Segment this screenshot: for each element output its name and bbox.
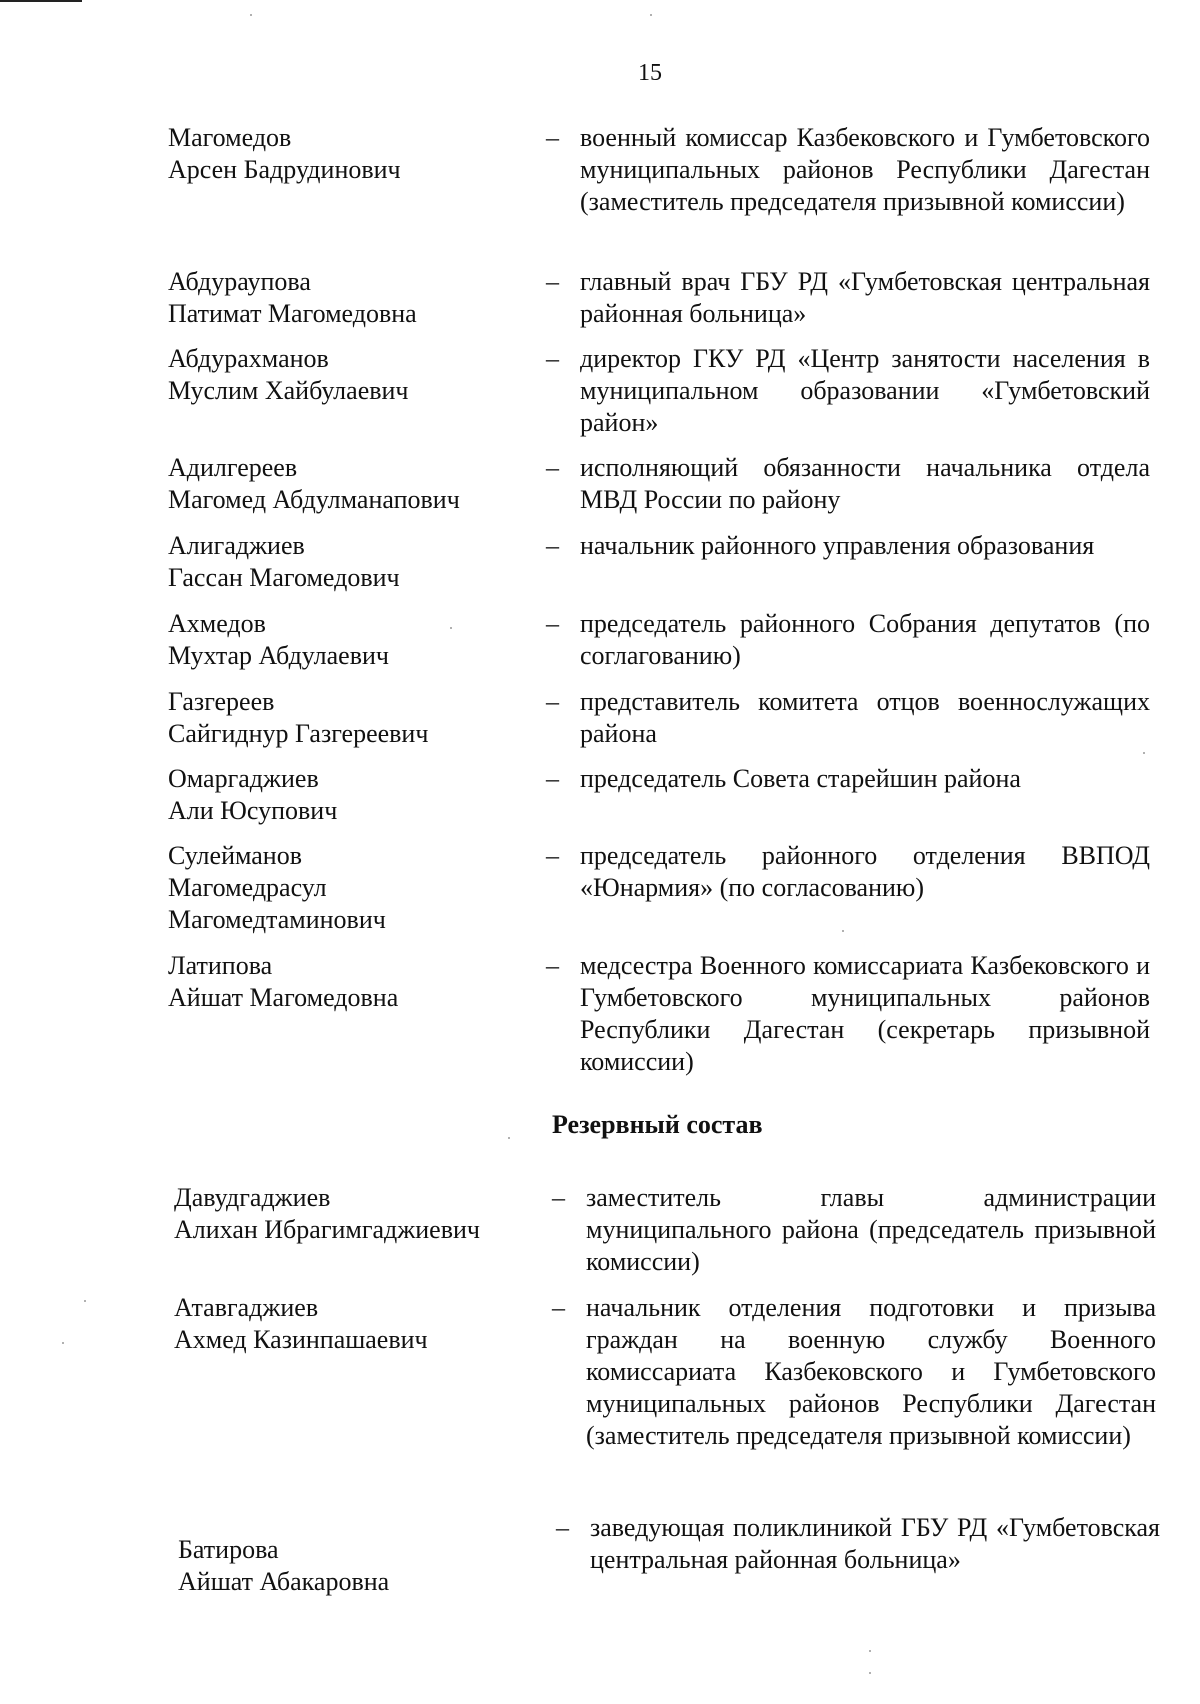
- member-given-names: Айшат Магомедовна: [168, 983, 399, 1012]
- scan-speck: [650, 14, 652, 16]
- member-name: [178, 1534, 538, 1598]
- member-position: заместитель главы администрации муниципального района (председатель призывной комиссии): [586, 1183, 1156, 1276]
- member-surname: Атавгаджиев: [174, 1293, 319, 1322]
- member-name: [168, 343, 528, 407]
- dash-separator: –: [546, 609, 559, 638]
- member-position: главный врач ГБУ РД «Гумбетовская центральная районная больница»: [580, 267, 1150, 328]
- member-given-names: Магомед Абдулманапович: [168, 485, 460, 514]
- member-given-names: Али Юсупович: [168, 796, 338, 825]
- scan-speck: [62, 1342, 64, 1344]
- dash-separator: –: [546, 687, 559, 716]
- dash-separator: –: [546, 267, 559, 296]
- scan-speck: [842, 930, 844, 932]
- member-surname: Абдураупова: [168, 267, 311, 296]
- member-name: [168, 763, 528, 827]
- member-patronymic: Магомедтаминович: [168, 905, 386, 934]
- dash-separator: –: [546, 344, 559, 373]
- member-name: [168, 530, 528, 594]
- member-given-names: Алихан Ибрагимгаджиевич: [174, 1215, 480, 1244]
- member-name: [168, 122, 528, 186]
- scan-speck: [869, 1650, 871, 1652]
- dash-separator: –: [546, 453, 559, 482]
- member-position: председатель районного отделения ВВПОД «Юнармия» (по согласованию): [580, 841, 1150, 902]
- scan-speck: [250, 14, 252, 16]
- dash-separator: –: [546, 841, 559, 870]
- member-position: председатель районного Собрания депутатов (по соглагованию): [580, 609, 1150, 670]
- member-given-names: Арсен Бадрудинович: [168, 155, 401, 184]
- dash-separator: –: [552, 1183, 565, 1212]
- scan-speck: [450, 627, 452, 629]
- member-position: директор ГКУ РД «Центр занятости населения в муниципальном образовании «Гумбетовский район»: [580, 344, 1150, 437]
- member-position: заведующая поликлиникой ГБУ РД «Гумбетовская центральная районная больница»: [590, 1513, 1160, 1574]
- member-given-names: Ахмед Казинпашаевич: [174, 1325, 428, 1354]
- member-position: представитель комитета отцов военнослужащих района: [580, 687, 1150, 748]
- dash-separator: –: [552, 1293, 565, 1322]
- member-given-names: Патимат Магомедовна: [168, 299, 417, 328]
- member-position: начальник районного управления образования: [580, 531, 1095, 560]
- member-name: [168, 950, 528, 1014]
- scan-speck: [869, 1672, 871, 1674]
- reserve-section-heading: Резервный состав: [552, 1110, 763, 1139]
- member-surname: Омаргаджиев: [168, 764, 319, 793]
- dash-separator: –: [556, 1513, 569, 1542]
- page-number: 15: [638, 60, 662, 86]
- scan-speck: [508, 1137, 510, 1139]
- member-position: медсестра Военного комиссариата Казбековского и Гумбетовского муниципальных районов Республики Дагестан (секретарь призывной комиссии): [580, 951, 1150, 1076]
- member-surname: Давудгаджиев: [174, 1183, 331, 1212]
- member-surname: Алигаджиев: [168, 531, 305, 560]
- member-surname: Адилгереев: [168, 453, 298, 482]
- member-position: начальник отделения подготовки и призыва граждан на военную службу Военного комиссариата Казбековского и Гумбетовского муниципальных районов Республики Дагестан (заместитель председателя призывной комиссии): [586, 1293, 1156, 1450]
- member-given-names: Муслим Хайбулаевич: [168, 376, 409, 405]
- dash-separator: –: [546, 531, 559, 560]
- scan-speck: [1143, 752, 1145, 754]
- member-surname: Абдурахманов: [168, 344, 329, 373]
- member-name: [168, 686, 528, 750]
- member-given-names: Магомедрасул: [168, 873, 327, 902]
- member-given-names: Гассан Магомедович: [168, 563, 400, 592]
- member-position: председатель Совета старейшин района: [580, 764, 1021, 793]
- member-name: [168, 840, 528, 936]
- member-name: [168, 266, 528, 330]
- member-name: [168, 608, 528, 672]
- member-position: исполняющий обязанности начальника отдела МВД России по району: [580, 453, 1150, 514]
- dash-separator: –: [546, 951, 559, 980]
- scan-speck: [84, 1300, 86, 1302]
- member-position: военный комиссар Казбековского и Гумбетовского муниципальных районов Республики Дагестан (заместитель председателя призывной комиссии): [580, 123, 1150, 216]
- member-name: [168, 452, 528, 516]
- member-surname: Газгереев: [168, 687, 275, 716]
- member-name: [174, 1182, 534, 1246]
- member-surname: Сулейманов: [168, 841, 302, 870]
- dash-separator: –: [546, 123, 559, 152]
- top-edge-rule: [0, 0, 82, 2]
- member-given-names: Айшат Абакаровна: [178, 1567, 390, 1596]
- member-given-names: Сайгиднур Газгереевич: [168, 719, 429, 748]
- dash-separator: –: [546, 764, 559, 793]
- member-surname: Батирова: [178, 1535, 279, 1564]
- member-surname: Магомедов: [168, 123, 292, 152]
- member-surname: Ахмедов: [168, 609, 266, 638]
- member-given-names: Мухтар Абдулаевич: [168, 641, 389, 670]
- member-name: [174, 1292, 534, 1356]
- member-surname: Латипова: [168, 951, 273, 980]
